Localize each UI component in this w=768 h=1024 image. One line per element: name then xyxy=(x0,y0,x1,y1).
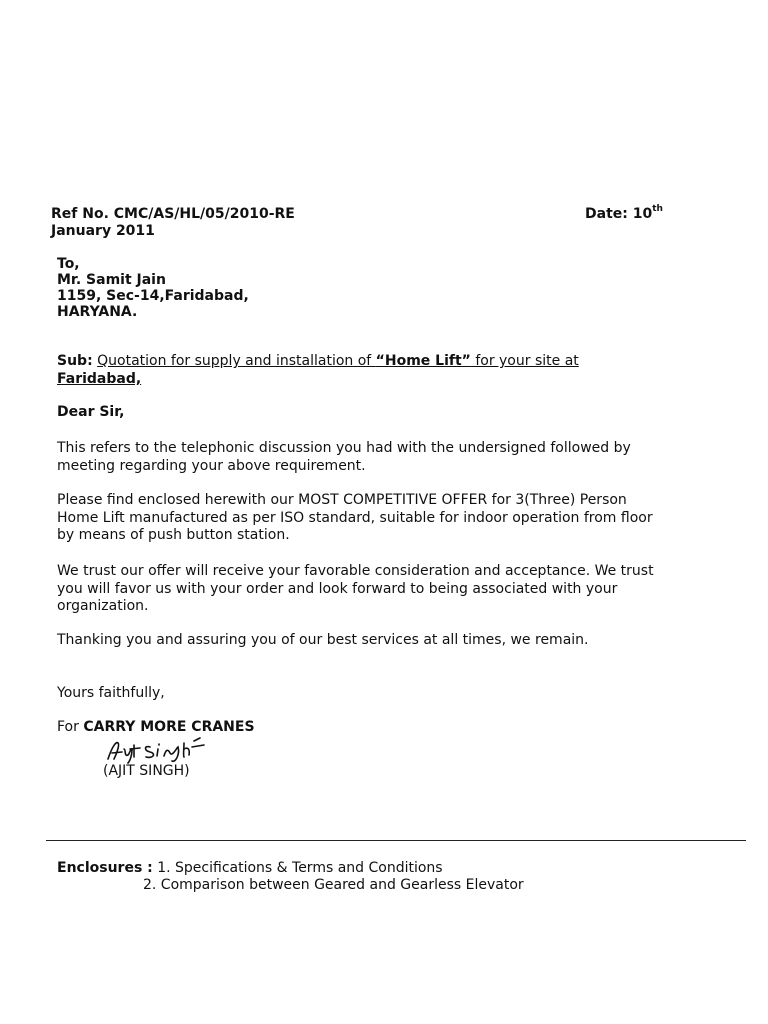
recipient-to: To, xyxy=(57,256,80,272)
reference-number: Ref No. CMC/AS/HL/05/2010-RE xyxy=(51,206,295,222)
date-ordinal-suffix: th xyxy=(652,204,663,214)
letter-date xyxy=(585,206,663,222)
enclosure-item-2: 2. Comparison between Geared and Gearless Elevator xyxy=(143,877,524,893)
paragraph-line: Please find enclosed herewith our MOST COMPETITIVE OFFER for 3(Three) Person xyxy=(57,492,627,508)
body-paragraph-1 xyxy=(57,440,631,475)
body-paragraph-3 xyxy=(57,563,654,616)
subject-text xyxy=(97,353,579,369)
subject-line xyxy=(57,353,579,369)
date-text: Date: 10 xyxy=(585,206,653,222)
paragraph-line: you will favor us with your order and look forward to being associated with your xyxy=(57,580,618,597)
enclosure-item-1: 1. Specifications & Terms and Conditions xyxy=(152,860,443,876)
subject-text-part2: for your site at xyxy=(470,353,579,369)
body-paragraph-4: Thanking you and assuring you of our best services at all times, we remain. xyxy=(57,632,589,648)
company-name: CARRY MORE CRANES xyxy=(83,719,255,735)
paragraph-line: We trust our offer will receive your favorable consideration and acceptance. We trust xyxy=(57,563,654,579)
paragraph-line: This refers to the telephonic discussion you had with the undersigned followed by xyxy=(57,440,631,456)
company-signoff xyxy=(57,719,255,735)
signer-name: (AJIT SINGH) xyxy=(103,763,190,779)
subject-product-name: “Home Lift” xyxy=(375,353,471,369)
letter-date-continuation: January 2011 xyxy=(51,223,155,239)
company-prefix: For xyxy=(57,719,84,735)
enclosures-label: Enclosures : xyxy=(57,860,153,876)
paragraph-line: organization. xyxy=(57,598,149,614)
signature-graphic xyxy=(104,735,224,765)
subject-label: Sub: xyxy=(57,353,93,369)
subject-text-part1: Quotation for supply and installation of xyxy=(97,353,376,369)
closing-phrase: Yours faithfully, xyxy=(57,685,165,701)
body-paragraph-2 xyxy=(57,492,653,545)
salutation: Dear Sir, xyxy=(57,404,125,420)
recipient-state: HARYANA. xyxy=(57,304,138,320)
paragraph-line: Home Lift manufactured as per ISO standard, suitable for indoor operation from floor xyxy=(57,509,653,526)
enclosures xyxy=(57,860,443,876)
recipient-block xyxy=(57,256,249,320)
divider-line xyxy=(46,840,746,841)
recipient-address: 1159, Sec-14,Faridabad, xyxy=(57,288,249,304)
paragraph-line: by means of push button station. xyxy=(57,527,290,543)
recipient-name: Mr. Samit Jain xyxy=(57,272,166,288)
subject-location: Faridabad, xyxy=(57,371,142,387)
paragraph-line: meeting regarding your above requirement. xyxy=(57,457,366,474)
